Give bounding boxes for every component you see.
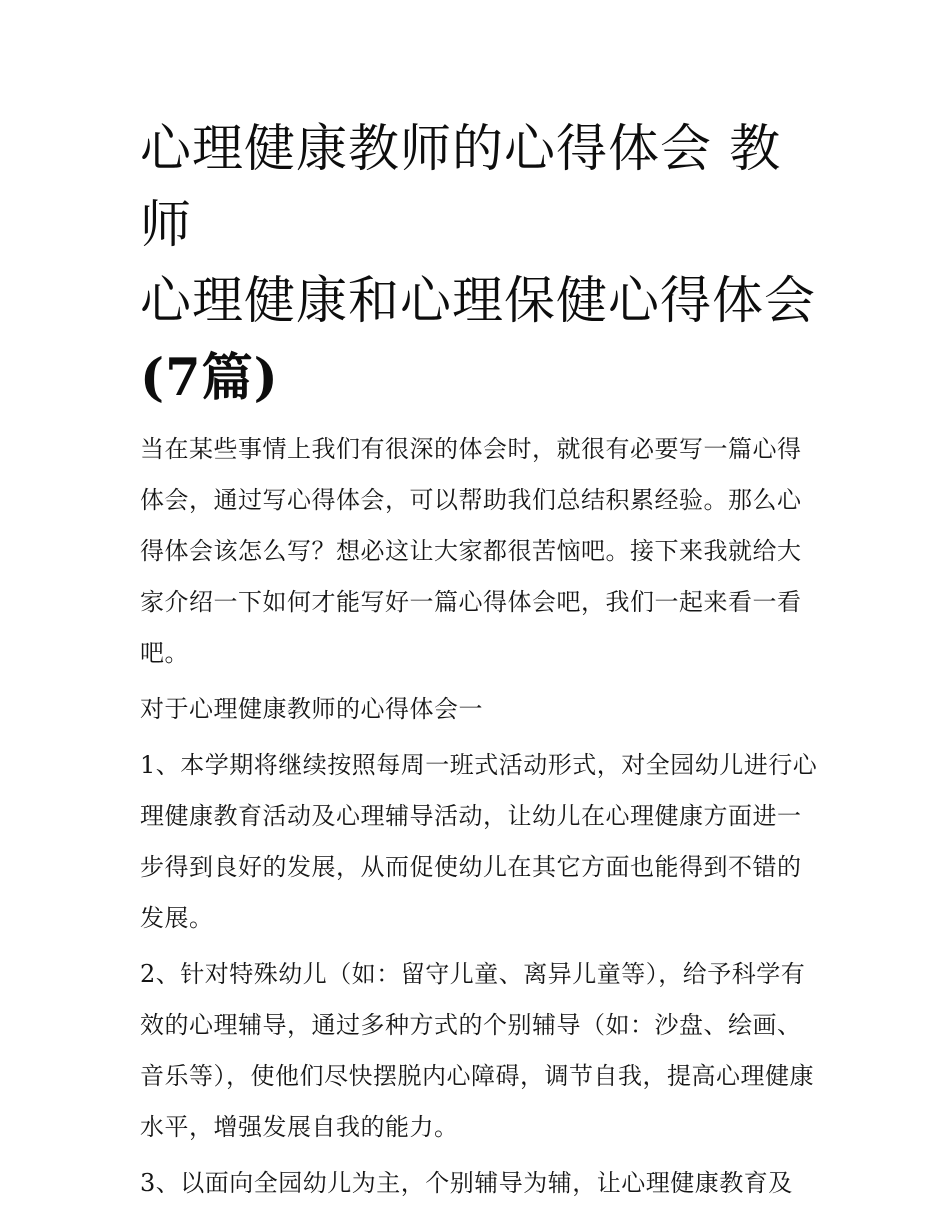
section-heading: 对于心理健康教师的心得体会一: [140, 695, 483, 723]
title-line-1: 心理健康教师的心得体会 教师: [140, 120, 782, 255]
title-line-2: 心理健康和心理保健心得体会: [140, 272, 817, 331]
title-line-3: (7篇): [140, 348, 279, 408]
intro-paragraph: 当在某些事情上我们有很深的体会时，就很有必要写一篇心得体会，通过写心得体会，可以帮助我们总结积累经验。那么心得体会该怎么写？想必这让大家都很苦恼吧。接下来我就给大家介绍一下如何才能写好一篇心得体会吧，我们一起来看一看吧。: [140, 435, 802, 667]
list-item-1: 1、本学期将继续按照每周一班式活动形式，对全园幼儿进行心理健康教育活动及心理辅导活动，让幼儿在心理健康方面进一步得到良好的发展，从而促使幼儿在其它方面也能得到不错的发展。: [140, 751, 818, 932]
list-item-2: 2、针对特殊幼儿（如：留守儿童、离异儿童等），给予科学有效的心理辅导，通过多种方式的个别辅导（如：沙盘、绘画、音乐等），使他们尽快摆脱内心障碍，调节自我，提高心理健康水平，增强发展自我的能力。: [140, 960, 814, 1141]
document-content: [140, 112, 820, 1209]
list-item-3: 3、以面向全园幼儿为主，个别辅导为辅，让心理健康教育及: [140, 1169, 793, 1197]
document-title: [140, 112, 820, 417]
